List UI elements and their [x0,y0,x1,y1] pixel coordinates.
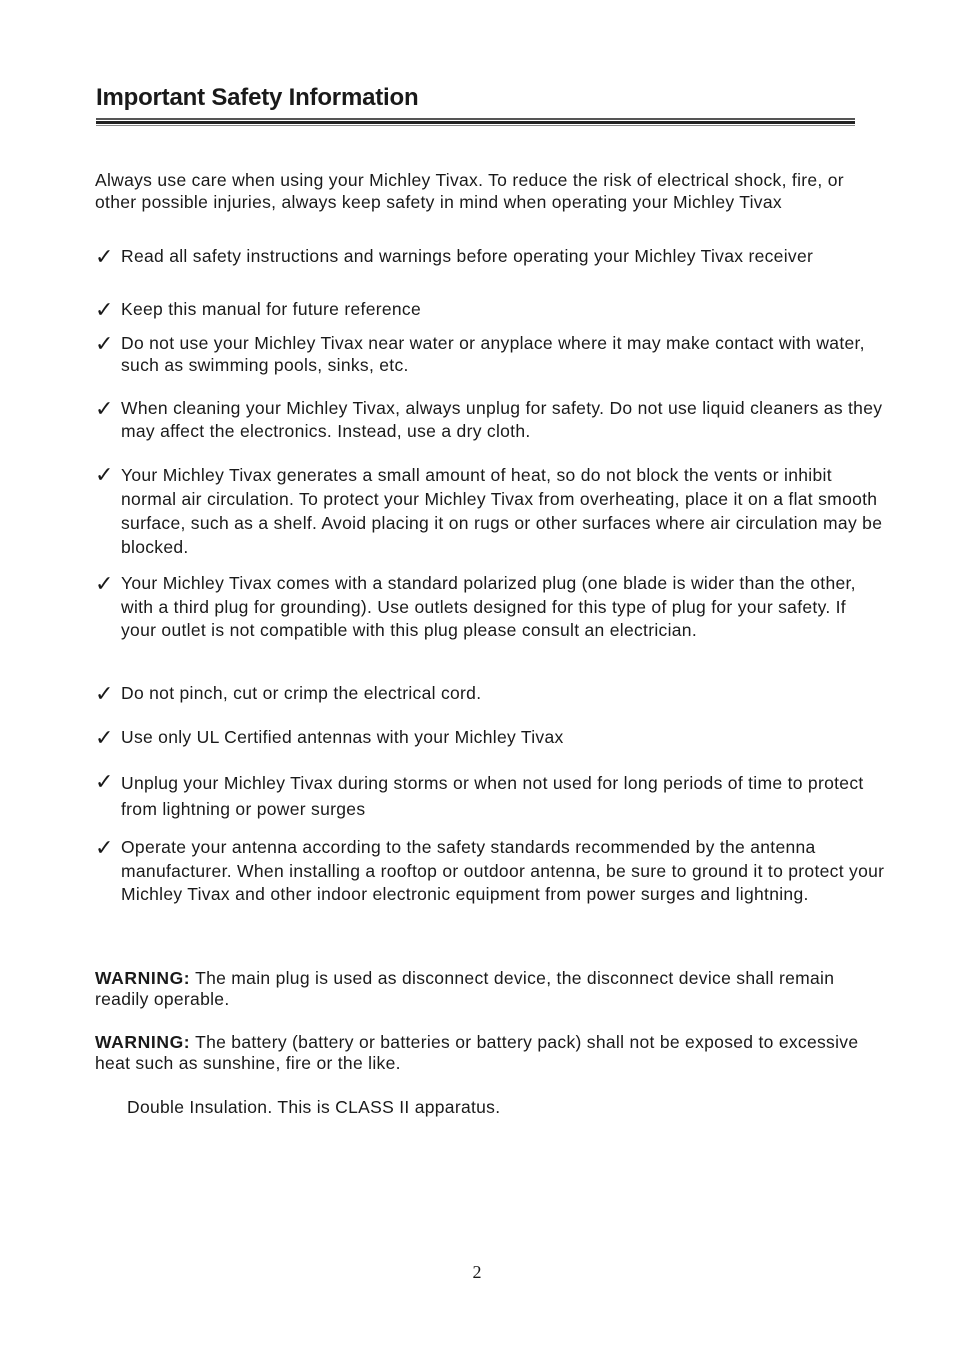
list-item [95,298,885,322]
list-item-text: Your Michley Tivax comes with a standard polarized plug (one blade is wider than the other, with a third plug for grounding). Use outlets designed for this type of plug for your safety. If your outlet is not compatible with this plug please consult an electrician. [121,573,856,640]
page-title: Important Safety Information [96,84,419,111]
checkmark-icon: ✓ [95,572,114,597]
checkmark-icon: ✓ [95,332,114,357]
warning-text: The main plug is used as disconnect device, the disconnect device shall remain readily operable. [95,968,835,1009]
checkmark-icon: ✓ [95,682,114,707]
list-item [95,572,885,643]
checkmark-icon: ✓ [95,836,114,861]
list-item-text: Do not use your Michley Tivax near water or anyplace where it may make contact with water, such as swimming pools, sinks, etc. [121,333,865,375]
list-item [95,332,885,376]
warning-label: WARNING: [95,1032,191,1052]
title-divider-thick [96,121,855,124]
list-item-text: When cleaning your Michley Tivax, always unplug for safety. Do not use liquid cleaners as they may affect the electronics. Instead, use a dry cloth. [121,398,883,441]
warning-text: The battery (battery or batteries or battery pack) shall not be exposed to excessive heat such as sunshine, fire or the like. [95,1032,859,1073]
list-item-text: Your Michley Tivax generates a small amount of heat, so do not block the vents or inhibit normal air circulation. To protect your Michley Tivax from overheating, place it on a flat smooth surface, such as a shelf. Avoid placing it on rugs or other surfaces where air circulation may be blocked. [121,465,883,557]
checkmark-icon: ✓ [95,770,114,795]
list-item-text: Use only UL Certified antennas with your Michley Tivax [121,727,564,747]
page-number: 2 [472,1262,482,1282]
list-item [95,397,885,443]
list-item [95,463,885,559]
list-item [95,726,885,750]
list-item-text: Read all safety instructions and warnings before operating your Michley Tivax receiver [121,246,814,266]
warning-disconnect [95,968,875,1010]
warning-battery [95,1032,875,1074]
list-item-text: Keep this manual for future reference [121,299,422,319]
checkmark-icon: ✓ [95,245,114,270]
list-item [95,245,885,269]
intro-paragraph: Always use care when using your Michley Tivax. To reduce the risk of electrical shock, fire, or other possible injuries, always keep safety in mind when operating your Michley Tivax [95,170,844,212]
list-item [95,770,885,822]
list-item-text: Operate your antenna according to the safety standards recommended by the antenna manufacturer. When installing a rooftop or outdoor antenna, be sure to ground it to protect your Michley Tivax and other indoor electronic equipment from power surges and lightning. [121,837,885,904]
checkmark-icon: ✓ [95,463,114,488]
title-divider-thin [96,125,855,126]
list-item-text: Unplug your Michley Tivax during storms or when not used for long periods of time to protect from lightning or power surges [121,773,864,819]
warning-label: WARNING: [95,968,191,988]
list-item [95,682,885,706]
list-item-text: Do not pinch, cut or crimp the electrical cord. [121,683,482,703]
checkmark-icon: ✓ [95,726,114,751]
title-divider [96,118,855,120]
checkmark-icon: ✓ [95,397,114,422]
list-item [95,836,885,907]
checkmark-icon: ✓ [95,298,114,323]
double-insulation-note: Double Insulation. This is CLASS II apparatus. [127,1097,501,1117]
